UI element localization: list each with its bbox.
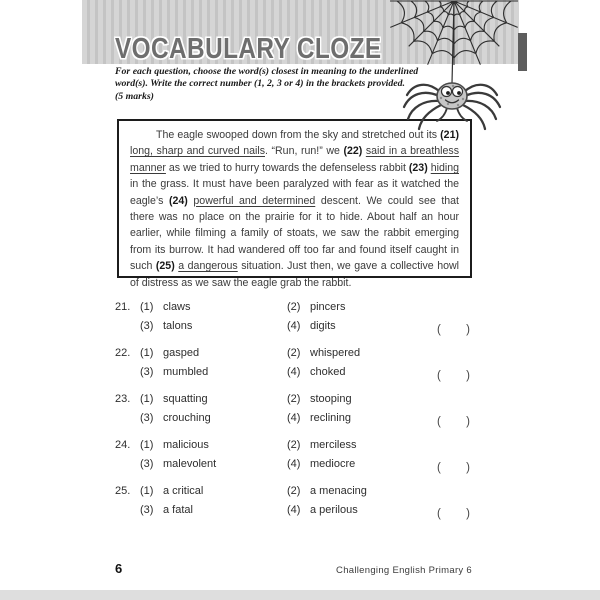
option-label: digits bbox=[310, 320, 336, 332]
option-number: (1) bbox=[140, 439, 154, 451]
option-label: a menacing bbox=[310, 485, 367, 497]
questions-section bbox=[115, 301, 472, 531]
answer-bracket bbox=[437, 412, 470, 431]
question-number: 21. bbox=[115, 301, 131, 313]
option-number: (3) bbox=[140, 412, 154, 424]
option-number: (4) bbox=[287, 366, 301, 378]
spider-icon bbox=[404, 1, 500, 129]
option-label: mumbled bbox=[163, 366, 209, 378]
option-label: reclining bbox=[310, 412, 351, 424]
option-number: (2) bbox=[287, 393, 301, 405]
passage-segment: (23) bbox=[408, 161, 428, 174]
answer-bracket-open: ( bbox=[437, 461, 441, 474]
question-number: 22. bbox=[115, 347, 131, 359]
instruction-line-2: word(s). Write the correct number (1, 2, 3 or 4) in the brackets provided. bbox=[115, 78, 405, 90]
answer-bracket-open: ( bbox=[437, 369, 441, 382]
page-number: 6 bbox=[115, 561, 123, 576]
passage-segment: (24) bbox=[168, 194, 188, 207]
answer-bracket-close: ) bbox=[466, 507, 470, 520]
passage-segment: (21) bbox=[440, 129, 459, 141]
passage-segment: descent. We could see that there was no place on the prairie for it to hide. About half an hour earlier, while filming a family of stoats, we saw the rabbit emerging from its burrow. It had wandered off too far and found itself caught in such bbox=[130, 194, 459, 273]
option-label: whispered bbox=[310, 347, 361, 359]
option-number: (3) bbox=[140, 504, 154, 516]
question-block bbox=[115, 301, 472, 339]
question-block bbox=[115, 347, 472, 385]
option-label: talons bbox=[163, 320, 193, 332]
passage-segment: powerful and determined bbox=[193, 194, 316, 207]
option-number: (1) bbox=[140, 347, 154, 359]
answer-bracket-close: ) bbox=[466, 323, 470, 336]
option-number: (3) bbox=[140, 320, 154, 332]
option-label: gasped bbox=[163, 347, 200, 359]
answer-bracket-close: ) bbox=[466, 369, 470, 382]
passage-text bbox=[119, 121, 470, 291]
answer-bracket bbox=[437, 504, 470, 523]
passage-segment: as we tried to hurry towards the defenseless rabbit bbox=[165, 161, 409, 174]
passage-segment: . “Run, run!” we bbox=[265, 145, 344, 158]
option-number: (2) bbox=[287, 485, 301, 497]
answer-bracket bbox=[437, 320, 470, 339]
option-number: (2) bbox=[287, 347, 301, 359]
answer-bracket bbox=[437, 458, 470, 477]
option-label: malicious bbox=[163, 439, 209, 451]
option-number: (1) bbox=[140, 301, 154, 313]
answer-bracket-open: ( bbox=[437, 507, 441, 520]
passage-segment: (25) bbox=[155, 260, 175, 273]
option-number: (1) bbox=[140, 393, 154, 405]
passage-segment: hiding bbox=[430, 161, 459, 174]
option-label: choked bbox=[310, 366, 346, 378]
option-label: malevolent bbox=[163, 458, 217, 470]
option-number: (4) bbox=[287, 320, 301, 332]
passage-segment: said in a breathless manner bbox=[130, 145, 460, 174]
passage-segment: The eagle swooped down from the sky and stretched out its bbox=[156, 129, 441, 141]
option-label: mediocre bbox=[310, 458, 356, 470]
answer-bracket-close: ) bbox=[466, 461, 470, 474]
option-label: merciless bbox=[310, 439, 357, 451]
book-title: Challenging English Primary 6 bbox=[336, 565, 472, 576]
spiderweb-graphic bbox=[388, 0, 536, 145]
passage-segment: situation. Just then, we gave a collective howl of distress as we saw the eagle grab the rabbit. bbox=[130, 260, 459, 289]
option-number: (1) bbox=[140, 485, 154, 497]
answer-bracket-close: ) bbox=[466, 415, 470, 428]
footer bbox=[115, 561, 472, 576]
page-title: VOCABULARY CLOZE bbox=[115, 33, 382, 65]
passage-segment: a dangerous bbox=[178, 260, 238, 273]
question-block bbox=[115, 439, 472, 477]
passage-segment: long, sharp and curved nails bbox=[130, 145, 265, 158]
passage-segment: in the grass. It must have been paralyzed with fear as it watched the eagle’s bbox=[130, 178, 459, 207]
option-number: (2) bbox=[287, 301, 301, 313]
option-label: pincers bbox=[310, 301, 346, 313]
option-number: (4) bbox=[287, 412, 301, 424]
option-label: claws bbox=[163, 301, 191, 313]
answer-bracket bbox=[437, 366, 470, 385]
option-label: squatting bbox=[163, 393, 208, 405]
option-number: (4) bbox=[287, 504, 301, 516]
answer-bracket-open: ( bbox=[437, 323, 441, 336]
instruction-line-3: (5 marks) bbox=[115, 90, 154, 102]
option-label: a fatal bbox=[163, 504, 193, 516]
question-block bbox=[115, 485, 472, 523]
option-number: (3) bbox=[140, 366, 154, 378]
option-label: a perilous bbox=[310, 504, 358, 516]
instruction-line-1: For each question, choose the word(s) closest in meaning to the underlined bbox=[115, 66, 419, 77]
question-number: 25. bbox=[115, 485, 131, 497]
question-number: 23. bbox=[115, 393, 131, 405]
option-number: (2) bbox=[287, 439, 301, 451]
option-label: stooping bbox=[310, 393, 352, 405]
option-number: (4) bbox=[287, 458, 301, 470]
bottom-edge-strip bbox=[0, 590, 600, 600]
option-label: crouching bbox=[163, 412, 211, 424]
question-block bbox=[115, 393, 472, 431]
passage-segment: (22) bbox=[343, 145, 363, 158]
answer-bracket-open: ( bbox=[437, 415, 441, 428]
option-label: a critical bbox=[163, 485, 204, 497]
option-number: (3) bbox=[140, 458, 154, 470]
question-number: 24. bbox=[115, 439, 131, 451]
